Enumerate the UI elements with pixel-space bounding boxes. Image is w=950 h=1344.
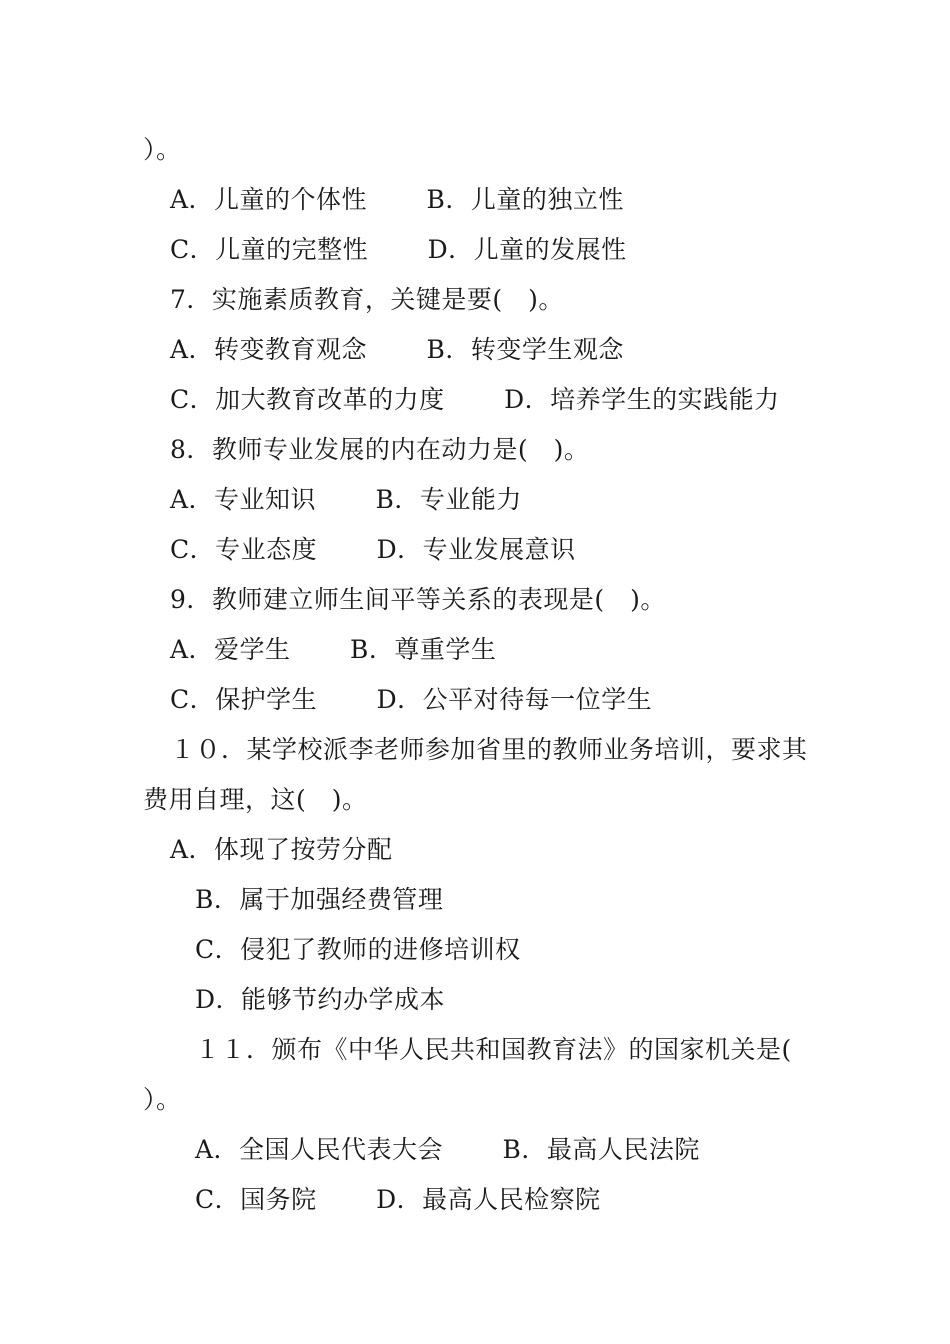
q9-options-c-d: C．保护学生 D．公平对待每一位学生 <box>170 685 653 714</box>
q9-options-a-b: A．爱学生 B．尊重学生 <box>170 635 497 664</box>
question-11: １１．颁布《中华人民共和国教育法》的国家机关是( <box>195 1035 792 1064</box>
q6-options-a-b: A．儿童的个体性 B．儿童的独立性 <box>170 185 624 214</box>
q10-option-b: B．属于加强经费管理 <box>195 885 444 914</box>
q11-options-c-d: C．国务院 D．最高人民检察院 <box>195 1185 601 1214</box>
q7-options-c-d: C．加大教育改革的力度 D．培养学生的实践能力 <box>170 385 780 414</box>
question-7: 7．实施素质教育，关键是要( )。 <box>170 285 564 314</box>
q10-option-d: D．能够节约办学成本 <box>195 985 446 1014</box>
q11-options-a-b: A．全国人民代表大会 B．最高人民法院 <box>195 1135 700 1164</box>
q8-options-c-d: C．专业态度 D．专业发展意识 <box>170 535 576 564</box>
q8-options-a-b: A．专业知识 B．专业能力 <box>170 485 522 514</box>
q10-option-a: A．体现了按劳分配 <box>170 835 393 864</box>
question-9: 9．教师建立师生间平等关系的表现是( )。 <box>170 585 666 614</box>
q10-option-c: C．侵犯了教师的进修培训权 <box>195 935 521 964</box>
question-6-closing: ）。 <box>143 135 182 164</box>
question-10-cont: 费用自理，这( )。 <box>143 785 368 814</box>
q6-options-c-d: C．儿童的完整性 D．儿童的发展性 <box>170 235 627 264</box>
question-10: １０．某学校派李老师参加省里的教师业务培训，要求其 <box>170 735 808 764</box>
q7-options-a-b: A．转变教育观念 B．转变学生观念 <box>170 335 624 364</box>
question-8: 8．教师专业发展的内在动力是( )。 <box>170 435 590 464</box>
question-11-cont: ）。 <box>143 1085 182 1114</box>
